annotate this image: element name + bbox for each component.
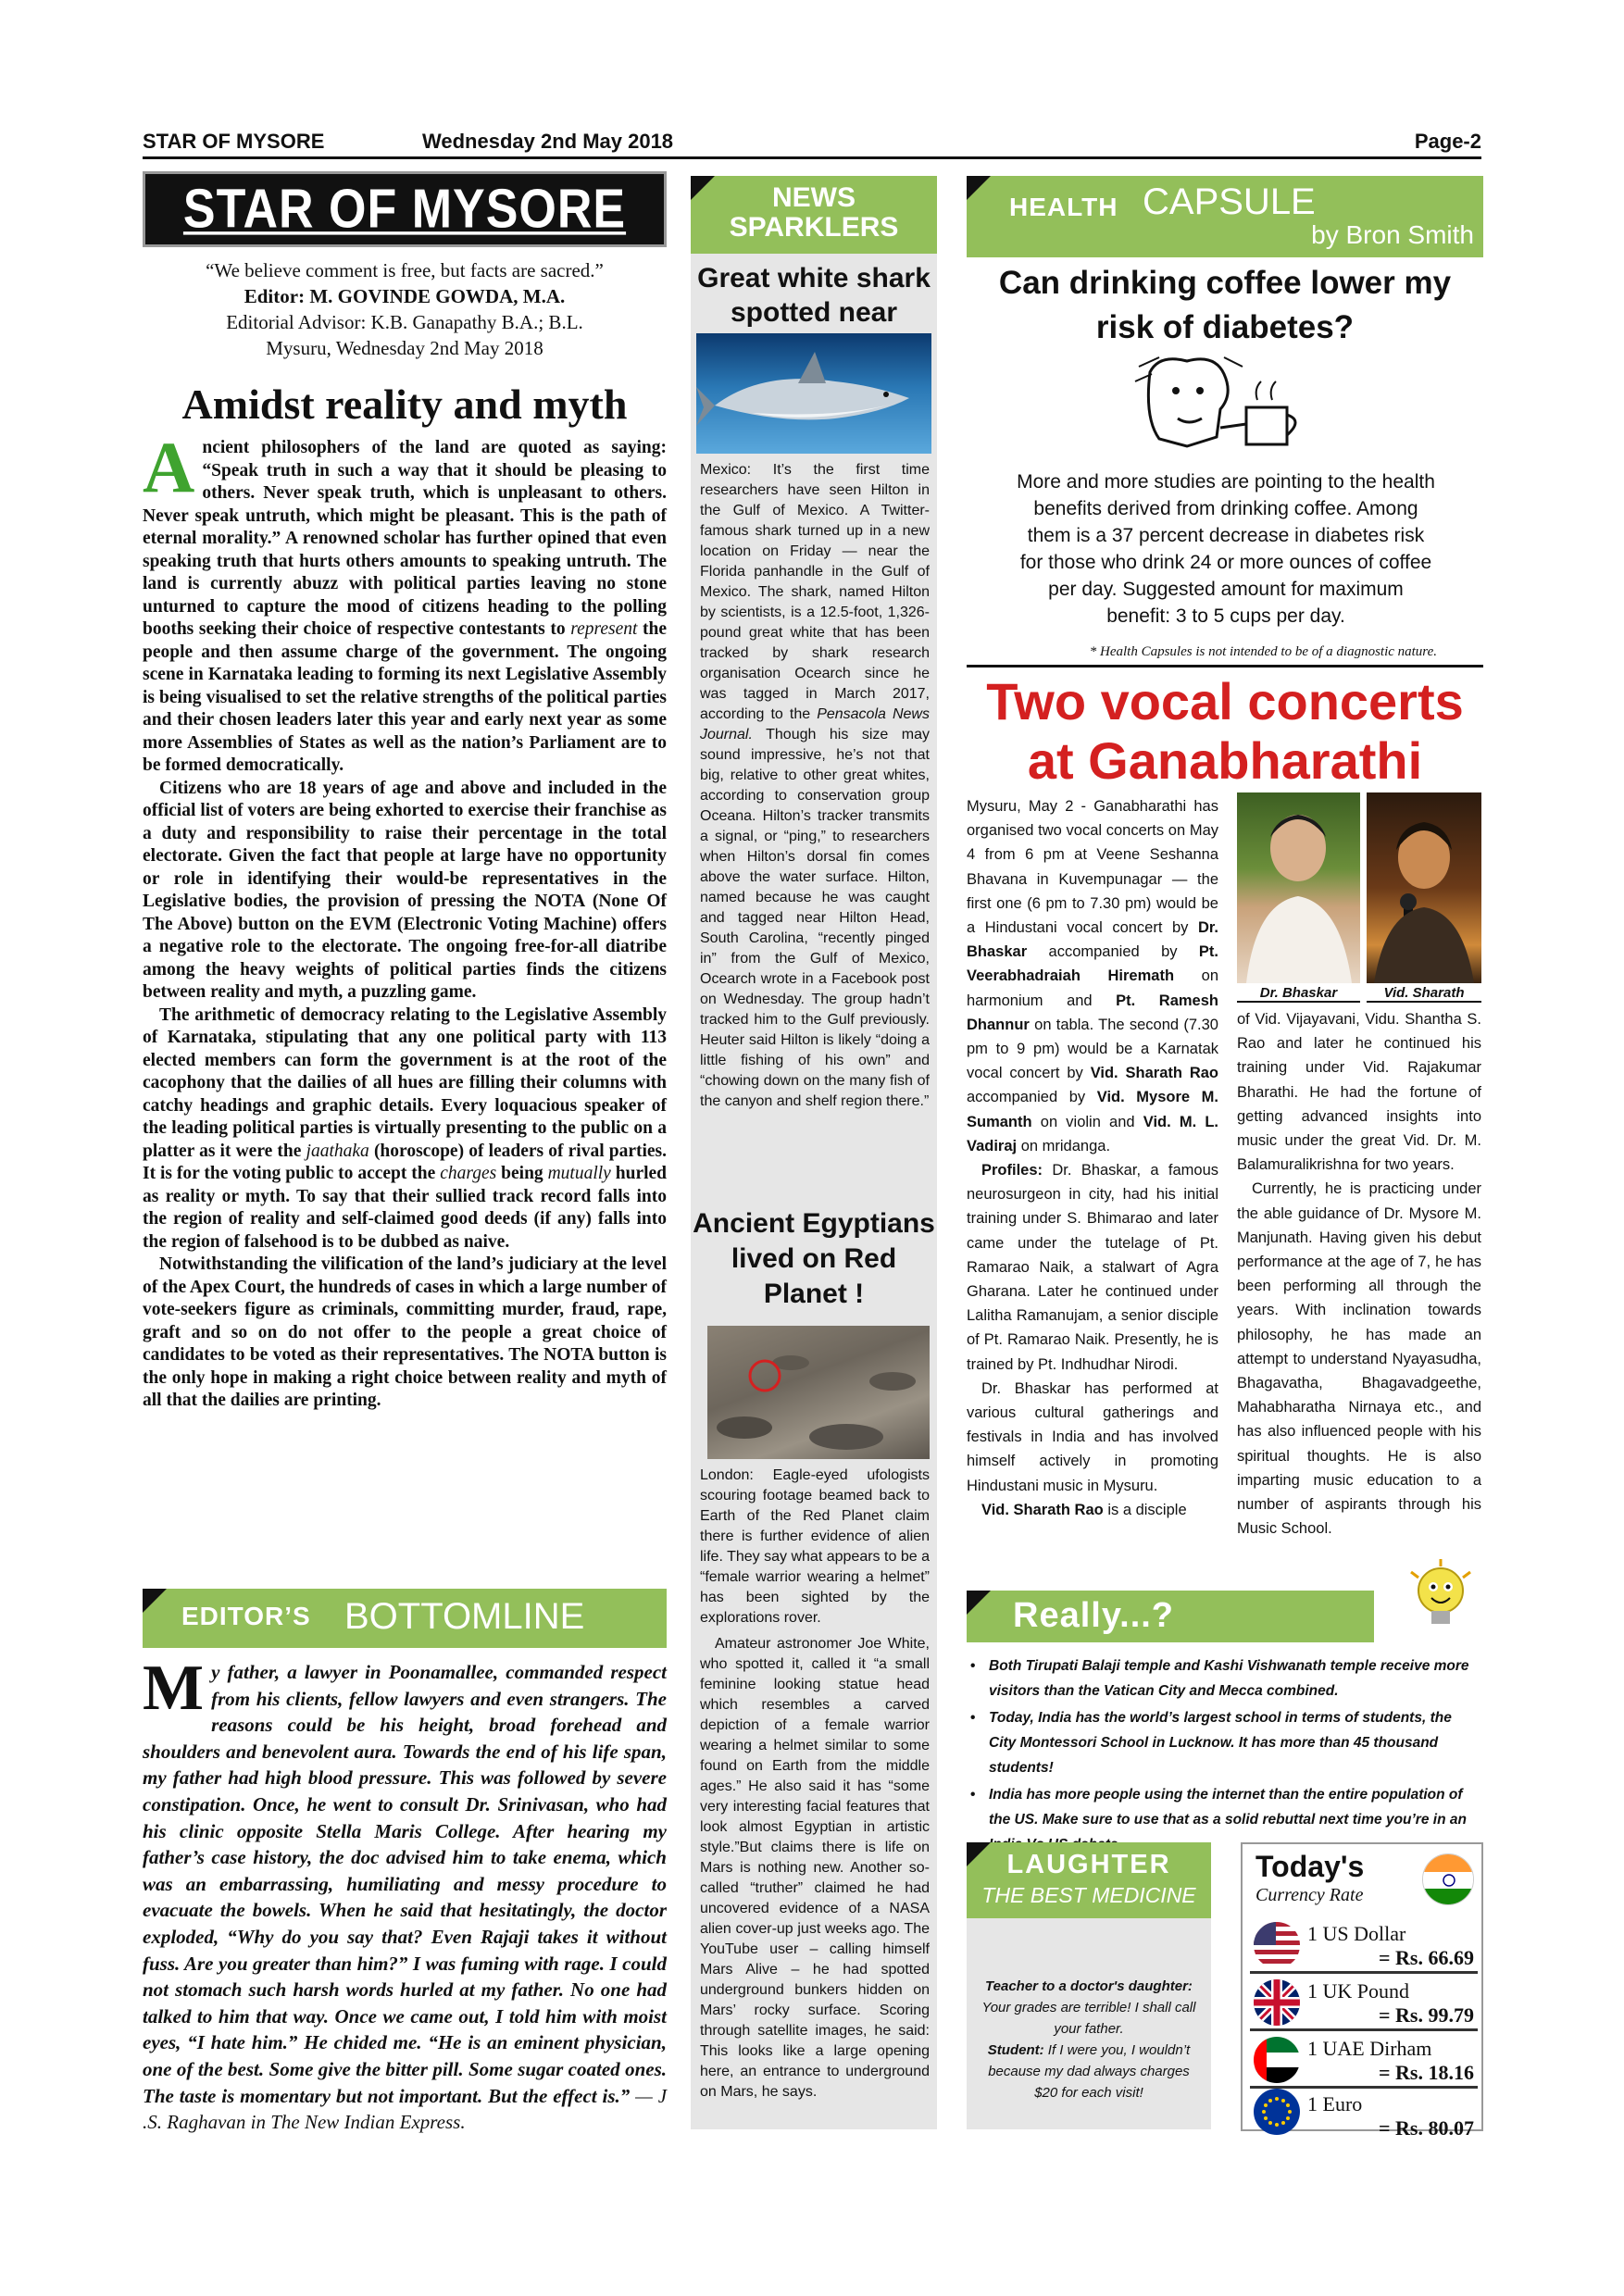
list-item: • Both Tirupati Balaji temple and Kashi Vishwanath temple receive more visitors than the Vatican City and Mecca combined. bbox=[967, 1653, 1481, 1703]
editorial-italic: mutually bbox=[547, 1164, 611, 1183]
concert-paragraph: Dr. Bhaskar has performed at various cultural gatherings and festivals in India and has involved himself actively in promoting Hindustani music in Mysuru. bbox=[967, 1379, 1218, 1494]
mars-rock-icon bbox=[707, 1326, 930, 1459]
currency-rate: = Rs. 66.69 bbox=[1379, 1946, 1474, 1969]
portrait-icon bbox=[1367, 792, 1481, 983]
editorial-paragraph bbox=[143, 1004, 667, 1254]
editorial-title: Amidst reality and myth bbox=[181, 381, 628, 428]
currency-name: 1 UK Pound bbox=[1307, 1979, 1410, 2003]
currency-title: Today's bbox=[1255, 1850, 1365, 1883]
currency-subtitle: Currency Rate bbox=[1255, 1885, 1364, 1905]
currency-row-eur bbox=[1250, 2072, 1478, 2140]
concert-name: Vid. M. L. Vadiraj bbox=[967, 1113, 1219, 1154]
bottomline-credit: — J .S. Raghavan in The New Indian Express. bbox=[143, 2084, 668, 2134]
currency-name: 1 Euro bbox=[1307, 2092, 1363, 2115]
editorial-text: ncient philosophers of the land are quoted as saying: “Speak truth in such a way that it should be pleasing to others. Never speak truth, which is unpleasant to others. Never speak untruth, which might be pleasant. This is the path of eternal morality.” A renowned scholar has further opined that even speaking truth that hurts others amounts to speaking untruth. The land is currently abuzz with political parties leaving no stone unturned to capture the mood of citizens heading to the polling booths seeking their choice of respective contestants to bbox=[143, 438, 667, 639]
concert-text: on harmonium and bbox=[967, 967, 1218, 1009]
concert-article-left bbox=[967, 794, 1218, 1522]
health-header bbox=[967, 176, 1483, 257]
news-head-line1: NEWS bbox=[772, 182, 856, 213]
concert-paragraph: Currently, he is practicing under the able guidance of Dr. Mysore M. Manjunath. Having given his debut performance at the age of 7, he has been performing all through the years. With inclination towards philosophy, he has made an attempt to understand Nyayasudha, Bhagavatha, Bhagavadgeethe, Mahabharatha Nirnaya etc., and has also influenced people with his spiritual thoughts. He is also imparting music education to a number of aspirants through his Music School. bbox=[1237, 1180, 1481, 1538]
bottomline-head-bold: EDITOR’S bbox=[181, 1602, 311, 1630]
concert-text: on violin and bbox=[1040, 1113, 1135, 1130]
concert-text: Dr. Bhaskar, a famous neurosurgeon in city, had his initial training under S. Bhimarao and later came under the tutelage of Pt. Ramarao Naik, a stalwart of Agra Gharana. Later he continued under Lalitha Ramanujam, a senior disciple of Pt. Ramarao Naik. Presently, he is trained by Pt. Indhudhar Nirodi. bbox=[967, 1162, 1219, 1373]
photo-dr-bhaskar bbox=[1237, 792, 1360, 983]
health-head-bold: HEALTH bbox=[1009, 193, 1118, 221]
editorial-text: the people and then assume charge of the government. The ongoing scene in Karnataka leading to forming its next Legislative Assembly is being visualised to set the relative strengths of the political parties and their chosen leaders later this year and early next year as some more Assemblies of States as well as the nation’s Parliament are to be formed democratically. bbox=[143, 619, 668, 775]
running-header bbox=[143, 128, 1481, 159]
corner-flag-icon bbox=[143, 1589, 167, 1613]
laughter-header bbox=[967, 1842, 1211, 1918]
coffee-illustration bbox=[1131, 354, 1313, 463]
lightbulb-icon bbox=[1398, 1559, 1481, 1639]
editorial-italic: charges bbox=[440, 1164, 497, 1183]
currency-rate: = Rs. 18.16 bbox=[1379, 2061, 1474, 2084]
editorial-paragraph bbox=[143, 427, 668, 778]
photo-vid-sharath bbox=[1367, 792, 1481, 983]
editorial-text: (horoscope) of leaders of rival parties. It is for the voting public to accept the bbox=[143, 1141, 668, 1183]
mars-paragraph: London: Eagle-eyed ufologists scouring footage beamed back to Earth of the Red Planet claim there is further evidence of alien life. They say what appears to be a “female warrior wearing a helmet” has been sighted by the explorations rover. bbox=[700, 1467, 930, 1626]
joke-line: Your grades are terrible! I shall call your father. bbox=[981, 2000, 1196, 2037]
bottomline-head-light: BOTTOMLINE bbox=[344, 1596, 585, 1637]
concert-text: on tabla. The second (7.30 pm to 9 pm) would be a Karnatak vocal concert by bbox=[967, 1016, 1218, 1082]
editorial-text: being bbox=[501, 1164, 543, 1183]
concert-name: Pt. Veerabhadraiah Hiremath bbox=[967, 943, 1218, 985]
editorial-body bbox=[143, 427, 668, 1413]
shark-text: Though his size may sound impressive, he’s not that big, relative to other great whites, according to conservation group Oceana. Hilton’s tracker transmits a signal, or “ping,” to researchers when Hilton’s dorsal fin comes above the water surface. Hilton, named because he was caught and tagged near Hilton Head, South Carolina, “recently pinged in” from the Gulf of Mexico, Ocearch wrote in a Facebook post on Wednesday. The group hadn’t tracked him to the Gulf previously. Heuter said Hilton is likely “doing a little fishing of his own” and “chowing down on the many fish of the canyon and shelf region there.” bbox=[700, 727, 930, 1109]
india-flag-icon bbox=[1422, 1853, 1474, 1905]
health-head-light: CAPSULE bbox=[1143, 181, 1316, 222]
health-disclaimer: * Health Capsules is not intended to be of a diagnostic nature. bbox=[1089, 644, 1437, 659]
editorial-paragraph: Notwithstanding the vilification of the land’s judiciary at the level of the Apex Court, the hundreds of cases in which a large number of vote-seekers figure as criminals, committing murder, fraud, rape, graft and so on do not offer to the people a great choice of candidates to be voted as their representatives. The NOTA button is the only hope in making a right choice between reality and myth of all that the dailies are printing. bbox=[143, 1254, 667, 1410]
shark-photo bbox=[696, 333, 931, 454]
shark-icon bbox=[696, 333, 931, 454]
concert-name: Pt. Ramesh Dhannur bbox=[967, 992, 1218, 1033]
concert-name: Vid. Mysore M. Sumanth bbox=[967, 1089, 1218, 1130]
laughter-head-subtitle: THE BEST MEDICINE bbox=[981, 1883, 1196, 1907]
currency-rate-box bbox=[1241, 1842, 1483, 2140]
header-page-number: Page-2 bbox=[1414, 130, 1481, 153]
currency-rate: = Rs. 99.79 bbox=[1379, 2003, 1474, 2027]
editorial-paragraph: Citizens who are 18 years of age and above and included in the official list of voters are being exhorted to exercise their franchise as a duty and responsibility to raise their percentage in the total electorate. Given the fact that people at large have no opportunity or role in identifying their would-be representatives in the Legislative bodies, the provision of pressing the NOTA (None Of The Above) button on the EVM (Electronic Voting Machine) offers a negative role to the electorate. The ongoing free-for-all diatribe among the heavy weights of political parties finds the citizens between reality and myth, a puzzling game. bbox=[143, 778, 667, 1002]
shark-text: Mexico: It’s the first time researchers have seen Hilton in the Gulf of Mexico. A Twitter-famous shark turned up in a new location on Friday — near the Florida panhandle in the Gulf of Mexico. The shark, named Hilton by scientists, is a 12.5-foot, 1,326-pound great white that has been tracked by shark research organisation Ocearch since he was tagged in March 2017, according to the bbox=[700, 462, 930, 722]
editorial-italic: jaathaka bbox=[306, 1141, 369, 1161]
concert-paragraph bbox=[967, 1158, 1218, 1377]
caption-dr-bhaskar: Dr. Bhaskar bbox=[1237, 985, 1360, 1003]
joke-line: If I were you, I wouldn’t because my dad always charges $20 for each visit! bbox=[988, 2042, 1191, 2101]
really-list bbox=[967, 1653, 1481, 1859]
bottomline-body bbox=[143, 1653, 668, 2136]
masthead-editor: Editor: M. GOVINDE GOWDA, M.A. bbox=[244, 285, 566, 307]
bottomline-header bbox=[143, 1589, 667, 1648]
laughter-head-title: LAUGHTER bbox=[1006, 1850, 1171, 1879]
mars-article bbox=[700, 1466, 930, 2103]
bottomline-text: y father, a lawyer in Poonamallee, commanded respect from his clients, fellow lawyers and even strangers. The reasons could be his height, broad forehead and shoulders and benevolent aura. Towards the end of his life span, my father had high blood pressure. This was followed by severe constipation. Once, he went to consult Dr. Srinivasan, who had his clinic opposite Stella Maris College. After hearing my father’s case history, the doc advised him to take enema, which was an embarrassing, humiliating and messy procedure to evacuate the bowels. When he said that hesitatingly, the doctor exploded, “Why do you say that? Even Rajaji takes it without fuss. Are you greater than him?” I was fuming with rage. I could not stomach such harsh words hurled at my father. No one had talked to him that way. Once we came out, I told him with moist eyes, “I hate him.” He chided me. “He is an eminent physician, one of the best. Some give the bitter pill. Some sugar coated ones. The taste is momentary but not important. But the effect is.” bbox=[143, 1661, 667, 2107]
masthead-info bbox=[143, 257, 667, 361]
news-head-title bbox=[691, 183, 937, 243]
editorial-text: hurled as reality or myth. To say that their sullied track record falls into the region of reality and self-claimed good deeds (if any) falls into the region of falsehood is to be dubbed as naive. bbox=[143, 1164, 668, 1252]
us-flag-icon bbox=[1254, 1922, 1300, 1968]
mars-photo bbox=[707, 1326, 930, 1459]
news-header bbox=[691, 176, 937, 254]
concert-text: Mysuru, May 2 - Ganabharathi has organised two vocal concerts on May 4 from 6 pm at Veene Seshanna Bhavana in Kuvempunagar — the first one (6 pm to 7.30 pm) would be a Hindustani vocal concert by bbox=[967, 798, 1218, 937]
concert-name: Dr. Bhaskar bbox=[967, 919, 1218, 961]
editorial-text: The arithmetic of democracy relating to the Legislative Assembly of Karnataka, stipulating that any one political party with 113 elected members can form the government is at the root of the cacophony that the dailies of all hues are filling their columns with catchy headings and graphic details. Every loquacious speaker of the leading political parties is virtually presenting to the public on a platter as it were the bbox=[143, 1004, 667, 1161]
profiles-label: Profiles: bbox=[981, 1162, 1043, 1179]
editorial-italic: represent bbox=[570, 619, 638, 639]
concert-name: Vid. Sharath Rao bbox=[981, 1501, 1104, 1518]
masthead-title: STAR OF MYSORE bbox=[182, 178, 627, 241]
eu-flag-icon bbox=[1254, 2089, 1300, 2135]
masthead-motto: “We believe comment is free, but facts are sacred.” bbox=[206, 259, 604, 281]
health-byline: by Bron Smith bbox=[1311, 220, 1474, 249]
joke-speaker: Student: bbox=[987, 2042, 1044, 2058]
currency-row-gbp bbox=[1250, 1976, 1478, 2031]
concert-text: accompanied by bbox=[967, 1089, 1086, 1106]
mars-paragraph: Amateur astronomer Joe White, who spotted it, called it “a small feminine looking statue head which resembles a carved depiction of a female warrior wearing a helmet similar to some found on Earth from the middle ages.” He also said it has “some very interesting facial features that look almost Egyptian in artistic style.”But claims there is life on Mars is nothing new. Another so-called “truther” claimed he had uncovered evidence of a NASA alien cover-up just weeks ago. The YouTube user – calling himself Mars Alive – he had spotted underground bunkers hidden on Mars’ rocky surface. Scoring through satellite images, he said: This looks like a large opening here, an entrance to underground on Mars, he says. bbox=[700, 1636, 930, 2100]
bottomline-dropcap: M bbox=[143, 1653, 205, 1724]
coffee-drinker-icon bbox=[1131, 354, 1313, 463]
health-question: Can drinking coffee lower my risk of diabetes? bbox=[998, 265, 1452, 345]
news-head-line2: SPARKLERS bbox=[729, 212, 899, 243]
concert-text: accompanied by bbox=[1048, 943, 1178, 961]
currency-name: 1 US Dollar bbox=[1307, 1922, 1406, 1945]
masthead-logo bbox=[143, 171, 667, 247]
corner-flag-icon bbox=[967, 176, 991, 200]
egypt-headline: Ancient Egyptians lived on Red Planet ! bbox=[693, 1208, 935, 1309]
really-header bbox=[967, 1591, 1374, 1642]
divider bbox=[967, 665, 1483, 668]
currency-row-usd bbox=[1250, 1918, 1478, 1974]
concert-paragraph bbox=[967, 794, 1218, 1158]
concert-text: is a disciple bbox=[1107, 1501, 1187, 1518]
portrait-icon bbox=[1237, 792, 1360, 983]
header-date: Wednesday 2nd May 2018 bbox=[422, 130, 674, 153]
currency-name: 1 UAE Dirham bbox=[1307, 2037, 1432, 2060]
currency-rate: = Rs. 80.07 bbox=[1379, 2116, 1474, 2140]
header-paper-name: STAR OF MYSORE bbox=[143, 130, 325, 153]
concert-headline: Two vocal concerts at Ganabharathi bbox=[986, 672, 1464, 790]
shark-headline: Great white shark spotted near bbox=[697, 263, 931, 328]
caption-vid-sharath: Vid. Sharath bbox=[1367, 985, 1481, 1003]
corner-flag-icon bbox=[967, 1591, 991, 1615]
concert-article-right bbox=[1237, 1007, 1481, 1541]
masthead-advisor: Editorial Advisor: K.B. Ganapathy B.A.; B.L. bbox=[226, 311, 583, 333]
joke-speaker: Teacher to a doctor's daughter: bbox=[985, 1978, 1193, 1994]
uk-flag-icon bbox=[1254, 1979, 1300, 2026]
health-text: More and more studies are pointing to the health benefits derived from drinking coffee. Among them is a 37 percent decrease in diabetes risk for those who drink 24 or more ounces of coffee per day. Suggested amount for maximum benefit: 3 to 5 cups per day. bbox=[1017, 471, 1435, 627]
concert-paragraph bbox=[967, 1498, 1218, 1522]
laughter-joke bbox=[976, 1976, 1202, 2103]
concert-paragraph: of Vid. Vijayavani, Vidu. Shantha S. Rao and later he continued his training under Vid. Rajakumar Bharathi. He had the fortune of getting advanced insights into music under the great Vid. Dr. M. Balamuralikrishna for two years. bbox=[1237, 1011, 1481, 1174]
masthead-dateline: Mysuru, Wednesday 2nd May 2018 bbox=[266, 337, 543, 359]
editorial-dropcap: A bbox=[143, 427, 195, 507]
concert-text: on mridanga. bbox=[1020, 1137, 1111, 1154]
shark-article bbox=[700, 460, 930, 1112]
really-head-title: Really...? bbox=[1013, 1596, 1175, 1635]
shark-source: Pensacola News Journal. bbox=[700, 706, 930, 742]
list-item: • Today, India has the world’s largest school in terms of students, the City Montessori School in Lucknow. It has more than 45 thousand students! bbox=[967, 1705, 1481, 1780]
list-item: • India has more people using the internet than the entire population of the US. Make sure to use that as a solid rebuttal next time you’re in an bbox=[967, 1782, 1481, 1857]
concert-name: Vid. Sharath Rao bbox=[1090, 1065, 1218, 1082]
